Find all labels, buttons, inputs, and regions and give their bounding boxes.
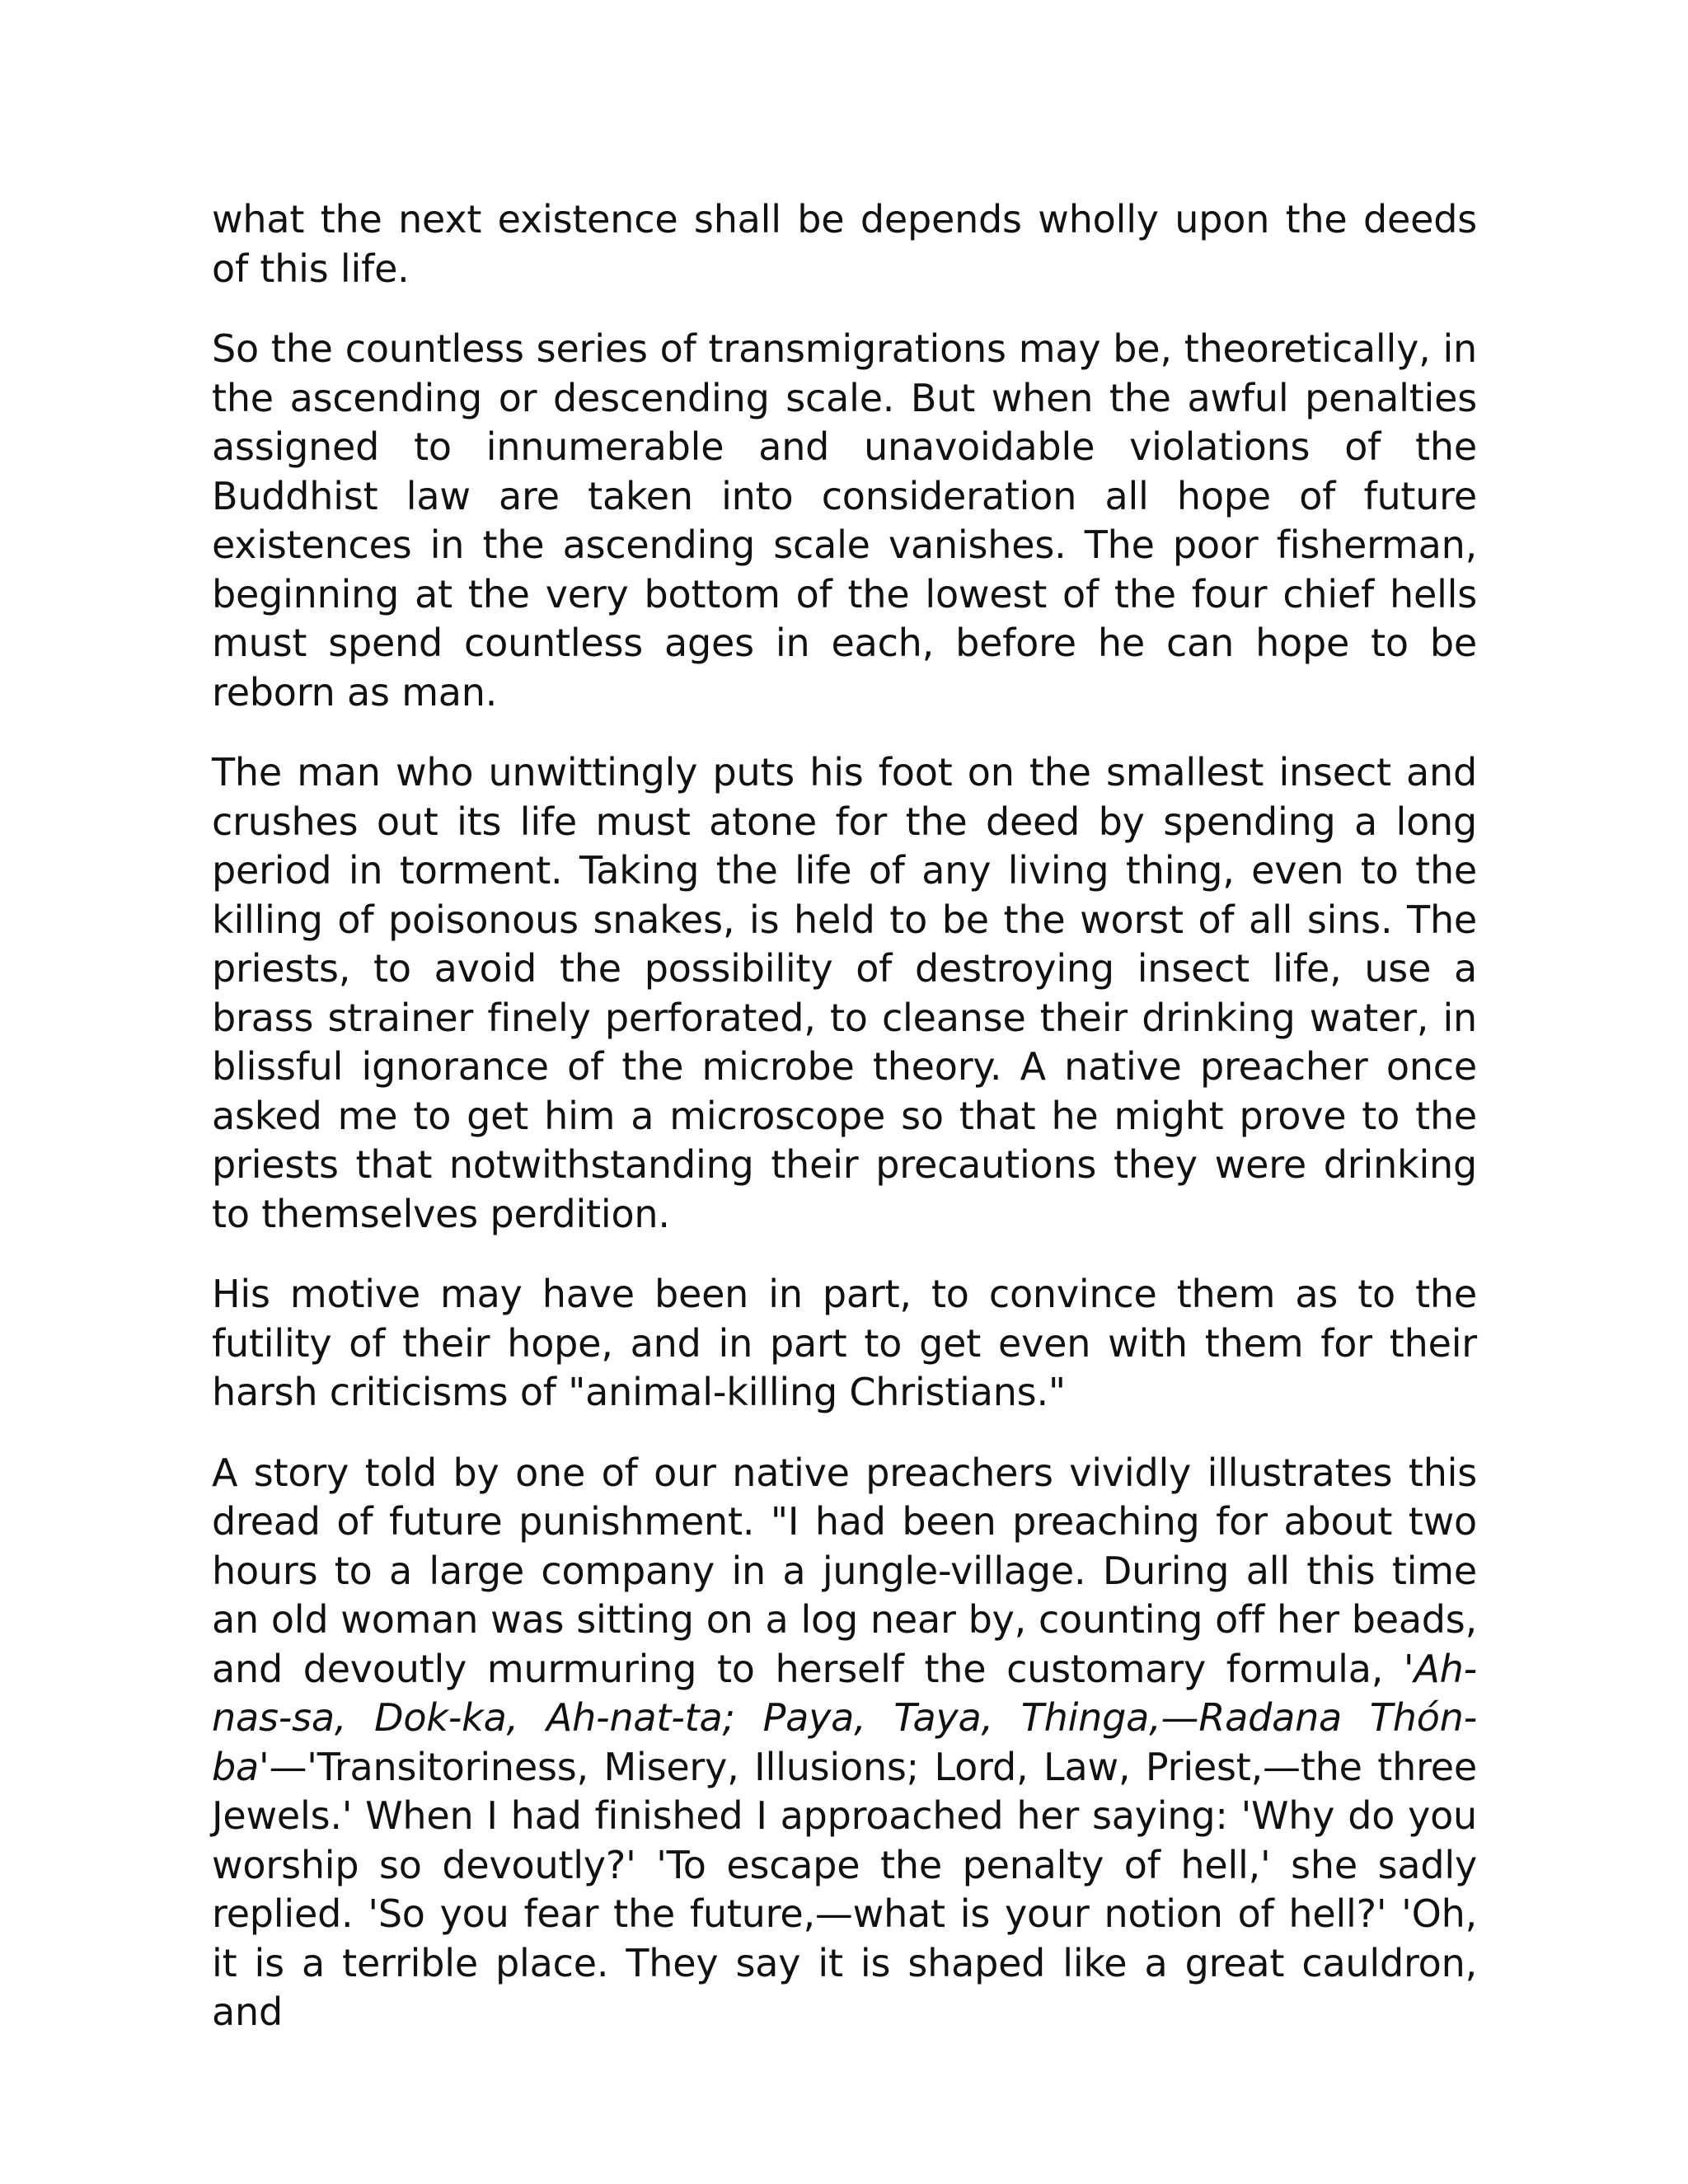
paragraph-5 [212,1449,1477,2037]
paragraph-4: His motive may have been in part, to convince them as to the futility of their hope, and in part to get even with them for their harsh criticisms of "animal-killing Christians." [212,1272,1477,1414]
document-page [212,195,1477,2037]
paragraph-3: The man who unwittingly puts his foot on the smallest insect and crushes out its life must atone for the deed by spending a long period in torment. Taking the life of any living thing, even to the killing of poisonous snakes, is held to be the worst of all sins. The priests, to avoid the possibility of destroying insect life, use a brass strainer finely perforated, to cleanse their drinking water, in blissful ignorance of the microbe theory. A native preacher once asked me to get him a microscope so that he might prove to the priests that notwithstanding their precautions they were drinking to themselves perdition. [212,750,1477,1236]
paragraph-2: So the countless series of transmigrations may be, theoretically, in the ascending or descending scale. But when the awful penalties assigned to innumerable and unavoidable violations of the Buddhist law are taken into consideration all hope of future existences in the ascending scale vanishes. The poor fisherman, beginning at the very bottom of the lowest of the four chief hells must spend countless ages in each, before he can hope to be reborn as man. [212,326,1477,715]
buddhist-formula-italic: Ah-nas-sa, Dok-ka, Ah-nat-ta; Paya, Taya, Thinga,—Radana Thón-ba [212,1646,1477,1789]
paragraph-5-text-end: '—'Transitoriness, Misery, Illusions; Lord, Law, Priest,—the three Jewels.' When I had finished I approached her saying: 'Why do you worship so devoutly?' 'To escape the penalty of hell,' she sadly replied. 'So you fear the future,—what is your notion of hell?' 'Oh, it is a terrible place. They say it is shaped like a great cauldron, and [212,1744,1477,2034]
paragraph-1: what the next existence shall be depends wholly upon the deeds of this life. [212,197,1477,291]
paragraph-5-text-start: A story told by one of our native preachers vividly illustrates this dread of future punishment. "I had been preaching for about two hours to a large company in a jungle-village. During all this time an old woman was sitting on a log near by, counting off her beads, and devoutly murmuring to herself the customary formula, ' [212,1450,1477,1691]
